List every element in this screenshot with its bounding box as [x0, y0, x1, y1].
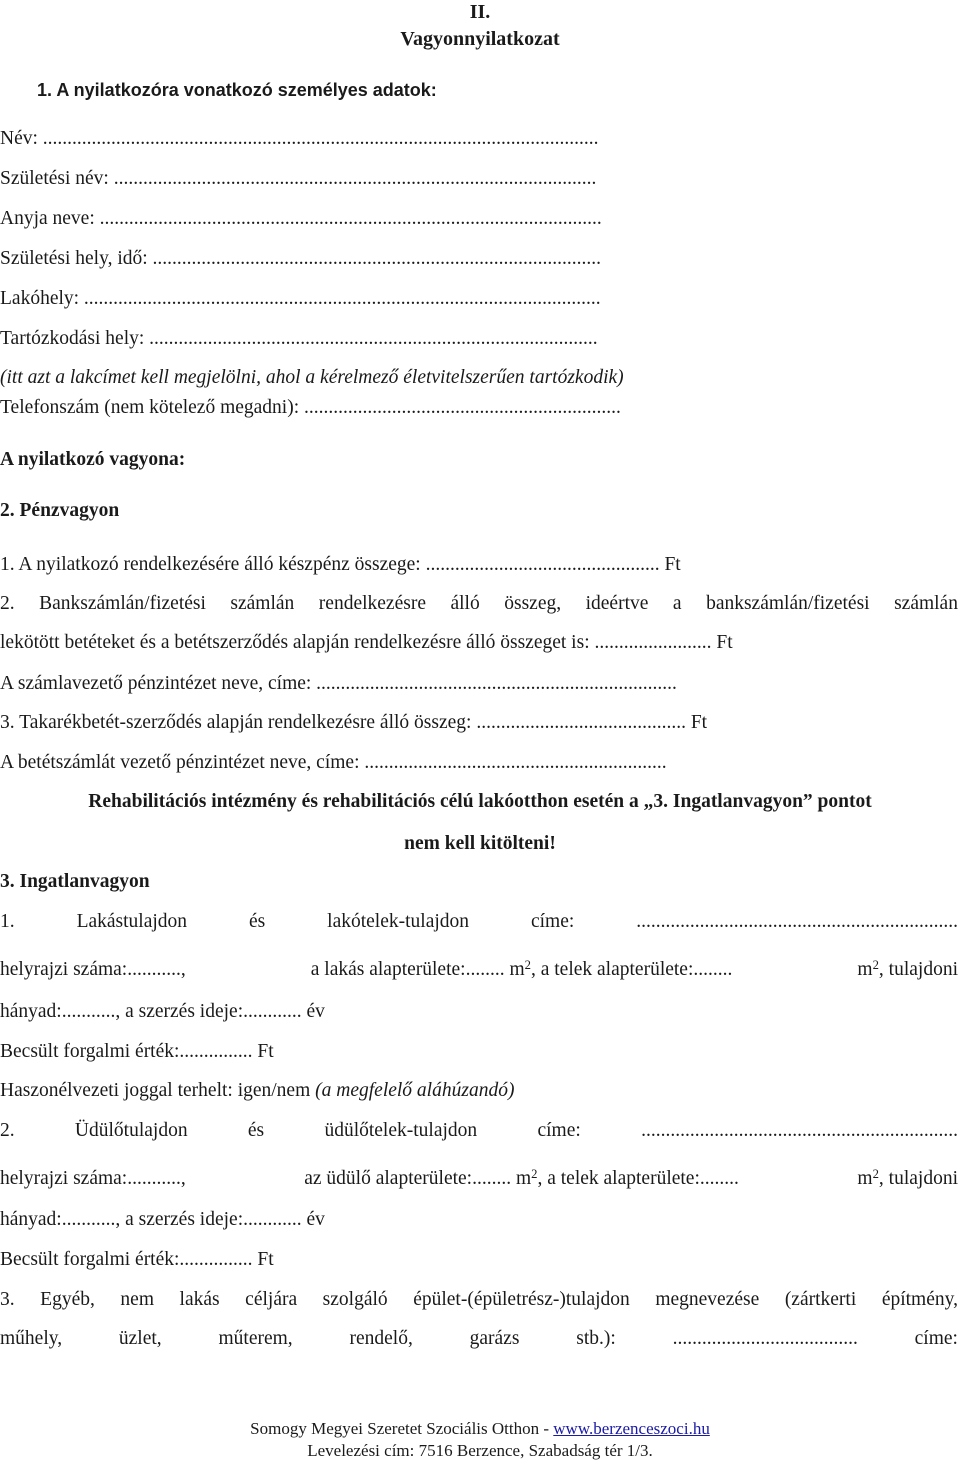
real-estate-heading: 3. Ingatlanvagyon	[0, 871, 150, 892]
name-field: Név: ..................................................................................................................	[0, 128, 599, 149]
bank-account-line-2: lekötött betéteket és a betétszerződés alapján rendelkezésre álló összeget is: ........................ Ft	[0, 632, 733, 653]
footer-mailing-address: Levelezési cím: 7516 Berzence, Szabadság tér 1/3.	[307, 1441, 653, 1460]
other-building-line-1: 3. Egyéb, nem lakás céljára szolgáló épület-(épületrész-)tulajdon megnevezése (zártkerti építmény,	[0, 1289, 958, 1310]
cash-assets-heading: 2. Pénzvagyon	[0, 500, 120, 521]
rehab-note-line-1: Rehabilitációs intézmény és rehabilitációs célú lakóotthon esetén a „3. Ingatlanvagyon” pontot	[88, 791, 872, 812]
birth-place-date-field: Születési hely, idő: ............................................................................................	[0, 248, 602, 269]
deposit-bank-field: A betétszámlát vezető pénzintézet neve, címe: ..............................................................	[0, 752, 667, 773]
stay-address-field: Tartózkodási hely: ............................................................................................	[0, 328, 598, 349]
residence-field: Lakóhely: ..........................................................................................................	[0, 288, 601, 309]
apartment-parcel-line: helyrajzi száma:..........., a lakás alapterülete:........ $m^2$, a telek alapterülete:........ $m^2$, tulajdoni	[0, 958, 958, 980]
holiday-home-value-line: Becsült forgalmi érték:............... Ft	[0, 1249, 274, 1270]
section-roman-numeral: II.	[469, 1, 491, 23]
birth-name-field: Születési név: ...................................................................................................	[0, 168, 597, 189]
footer-line-1: Somogy Megyei Szeretet Szociális Otthon - www.berzenceszoci.hu	[250, 1419, 710, 1438]
holiday-home-address-line: 2. Üdülőtulajdon és üdülőtelek-tulajdon címe: .................................................................	[0, 1120, 958, 1141]
address-note: (itt azt a lakcímet kell megjelölni, ahol a kérelmező életvitelszerűen tartózkodik)	[0, 367, 624, 388]
personal-data-heading: 1. A nyilatkozóra vonatkozó személyes adatok:	[37, 80, 437, 100]
holiday-home-share-line: hányad:..........., a szerzés ideje:............ év	[0, 1209, 325, 1230]
other-building-line-2: műhely, üzlet, műterem, rendelő, garázs stb.): ...................................... címe:	[0, 1328, 958, 1349]
cash-amount-field: 1. A nyilatkozó rendelkezésére álló készpénz összege: ................................................ Ft	[0, 554, 681, 575]
rehab-note-line-2: nem kell kitölteni!	[404, 833, 556, 854]
apartment-share-line: hányad:..........., a szerzés ideje:............ év	[0, 1001, 325, 1022]
holiday-home-parcel-line: helyrajzi száma:..........., az üdülő alapterülete:........ $m^2$, a telek alapterülete:........ $m^2$, tulajdoni	[0, 1167, 958, 1189]
bank-name-address-field: A számlavezető pénzintézet neve, címe: ..........................................................................	[0, 673, 677, 694]
apartment-address-line: 1. Lakástulajdon és lakótelek-tulajdon címe: ..................................................................	[0, 911, 958, 932]
usufruct-line: Haszonélvezeti joggal terhelt: igen/nem (a megfelelő aláhúzandó)	[0, 1080, 515, 1101]
website-link[interactable]: www.berzenceszoci.hu	[553, 1419, 710, 1438]
document-title: Vagyonnyilatkozat	[400, 28, 560, 50]
bank-account-line-1: 2. Bankszámlán/fizetési számlán rendelkezésre álló összeg, ideértve a bankszámlán/fizetési számlán	[0, 593, 958, 614]
assets-heading: A nyilatkozó vagyona:	[0, 449, 186, 470]
mother-name-field: Anyja neve: .......................................................................................................	[0, 208, 602, 229]
apartment-value-line: Becsült forgalmi érték:............... Ft	[0, 1041, 274, 1062]
phone-field: Telefonszám (nem kötelező megadni): .................................................................	[0, 397, 621, 418]
savings-deposit-field: 3. Takarékbetét-szerződés alapján rendelkezésre álló összeg: ........................................... Ft	[0, 712, 708, 733]
